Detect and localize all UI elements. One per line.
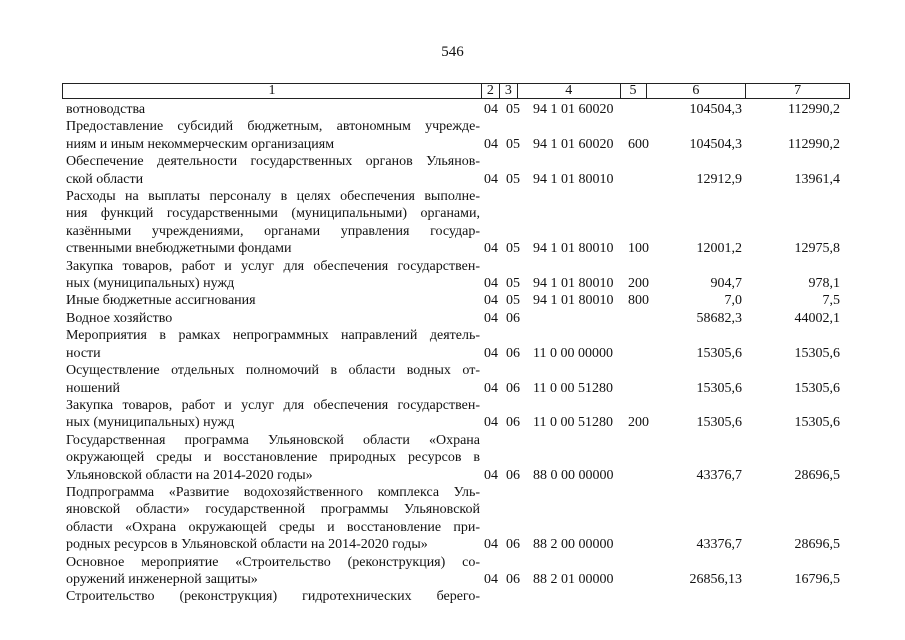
row-name-line: Расходы на выплаты персоналу в целях обеспечения выполне- bbox=[66, 189, 480, 205]
row-subsection: 05 bbox=[506, 276, 520, 292]
row-amount-col7: 28696,5 bbox=[794, 467, 840, 483]
row-subsection: 05 bbox=[506, 136, 520, 152]
row-name-line: Ульяновской области на 2014-2020 годы» bbox=[66, 467, 313, 483]
row-target-article: 88 2 00 00000 bbox=[533, 537, 614, 553]
header-col-1: 1 bbox=[63, 84, 482, 98]
row-name-line: окружающей среды и восстановление природных ресурсов в bbox=[66, 450, 480, 466]
table-header bbox=[62, 83, 850, 99]
row-target-article: 94 1 01 80010 bbox=[533, 241, 614, 257]
row-name-line: ственными внебюджетными фондами bbox=[66, 241, 292, 257]
row-name-line: Водное хозяйство bbox=[66, 310, 173, 326]
row-target-article: 11 0 00 51280 bbox=[533, 380, 613, 396]
row-section: 04 bbox=[484, 276, 498, 292]
row-name bbox=[66, 258, 480, 293]
row-amount-col7: 15305,6 bbox=[794, 345, 840, 361]
row-target-article: 88 2 01 00000 bbox=[533, 571, 614, 587]
row-target-article: 94 1 01 60020 bbox=[533, 136, 614, 152]
row-name bbox=[66, 432, 480, 484]
row-amount-col6: 15305,6 bbox=[696, 380, 742, 396]
table-row bbox=[66, 258, 850, 293]
row-section: 04 bbox=[484, 537, 498, 553]
row-amount-col7: 44002,1 bbox=[794, 310, 840, 326]
row-section: 04 bbox=[484, 102, 498, 117]
row-amount-col7: 7,5 bbox=[822, 293, 840, 309]
row-name bbox=[66, 327, 480, 362]
row-amount-col6: 43376,7 bbox=[696, 467, 742, 483]
row-subsection: 05 bbox=[506, 293, 520, 309]
row-amount-col7: 15305,6 bbox=[794, 415, 840, 431]
row-subsection: 05 bbox=[506, 241, 520, 257]
row-section: 04 bbox=[484, 345, 498, 361]
row-name bbox=[66, 484, 480, 554]
row-amount-col6: 12001,2 bbox=[696, 241, 742, 257]
row-amount-col7: 15305,6 bbox=[794, 380, 840, 396]
row-expense-type: 100 bbox=[628, 241, 649, 257]
page-number: 546 bbox=[441, 44, 464, 60]
row-section: 04 bbox=[484, 136, 498, 152]
row-section: 04 bbox=[484, 571, 498, 587]
row-name-line: ных (муниципальных) нужд bbox=[66, 276, 235, 292]
row-subsection: 05 bbox=[506, 171, 520, 187]
row-name-line: родных ресурсов в Ульяновской области на 2014-2020 годы» bbox=[66, 537, 428, 553]
header-col-4: 4 bbox=[518, 84, 621, 98]
row-name bbox=[66, 397, 480, 432]
row-subsection: 06 bbox=[506, 571, 520, 587]
row-amount-col7: 112990,2 bbox=[788, 102, 840, 117]
table-row bbox=[66, 588, 850, 605]
row-subsection: 06 bbox=[506, 380, 520, 396]
table-row bbox=[66, 292, 850, 309]
row-amount-col7: 112990,2 bbox=[788, 136, 840, 152]
header-col-5: 5 bbox=[621, 84, 647, 98]
row-name bbox=[66, 362, 480, 397]
table-row bbox=[66, 327, 850, 362]
row-target-article: 11 0 00 00000 bbox=[533, 345, 613, 361]
row-section: 04 bbox=[484, 310, 498, 326]
row-amount-col7: 12975,8 bbox=[794, 241, 840, 257]
row-name-line: области «Охрана окружающей среды и восстановление при- bbox=[66, 519, 480, 535]
row-expense-type: 200 bbox=[628, 276, 649, 292]
row-target-article: 94 1 01 80010 bbox=[533, 293, 614, 309]
row-amount-col7: 28696,5 bbox=[794, 537, 840, 553]
row-target-article: 94 1 01 80010 bbox=[533, 171, 614, 187]
row-subsection: 06 bbox=[506, 537, 520, 553]
row-name-line: Государственная программа Ульяновской области «Охрана bbox=[66, 432, 480, 448]
row-expense-type: 200 bbox=[628, 415, 649, 431]
row-target-article: 94 1 01 80010 bbox=[533, 276, 614, 292]
table-row bbox=[66, 153, 850, 188]
row-name bbox=[66, 310, 480, 327]
row-name bbox=[66, 292, 480, 309]
row-amount-col6: 15305,6 bbox=[696, 345, 742, 361]
table-row bbox=[66, 554, 850, 589]
row-name bbox=[66, 118, 480, 153]
row-subsection: 06 bbox=[506, 345, 520, 361]
row-name-line: Осуществление отдельных полномочий в области водных от- bbox=[66, 363, 480, 379]
row-name bbox=[66, 101, 480, 118]
row-amount-col6: 15305,6 bbox=[696, 415, 742, 431]
row-section: 04 bbox=[484, 415, 498, 431]
row-name bbox=[66, 588, 480, 605]
row-name-line: Основное мероприятие «Строительство (реконструкция) со- bbox=[66, 554, 480, 570]
row-name-line: Обеспечение деятельности государственных органов Ульянов- bbox=[66, 154, 480, 170]
row-name-line: ных (муниципальных) нужд bbox=[66, 415, 235, 431]
row-section: 04 bbox=[484, 241, 498, 257]
row-subsection: 05 bbox=[506, 102, 520, 117]
table-row bbox=[66, 310, 850, 327]
row-name-line: Закупка товаров, работ и услуг для обеспечения государствен- bbox=[66, 258, 480, 274]
table-row bbox=[66, 397, 850, 432]
row-name-line: Иные бюджетные ассигнования bbox=[66, 293, 256, 309]
row-name-line: Предоставление субсидий бюджетным, автономным учрежде- bbox=[66, 119, 480, 135]
row-name-line: казёнными учреждениями, органами управления государ- bbox=[66, 223, 480, 239]
row-target-article: 11 0 00 51280 bbox=[533, 415, 613, 431]
row-name-line: Закупка товаров, работ и услуг для обеспечения государствен- bbox=[66, 397, 480, 413]
row-section: 04 bbox=[484, 293, 498, 309]
header-col-2: 2 bbox=[482, 84, 500, 98]
table-row bbox=[66, 432, 850, 484]
row-name-line: яновской области» государственной программы Ульяновской bbox=[66, 502, 480, 518]
row-name-line: ниям и иным некоммерческим организациям bbox=[66, 136, 335, 152]
row-subsection: 06 bbox=[506, 467, 520, 483]
row-name bbox=[66, 554, 480, 589]
table-row bbox=[66, 484, 850, 554]
header-col-6: 6 bbox=[647, 84, 747, 98]
row-name-line: Мероприятия в рамках непрограммных направлений деятель- bbox=[66, 328, 480, 344]
row-name-line: Строительство (реконструкция) гидротехнических берего- bbox=[66, 589, 480, 605]
row-section: 04 bbox=[484, 467, 498, 483]
row-expense-type: 600 bbox=[628, 136, 649, 152]
row-amount-col7: 16796,5 bbox=[794, 571, 840, 587]
header-col-3: 3 bbox=[500, 84, 518, 98]
row-amount-col6: 26856,13 bbox=[689, 571, 742, 587]
row-subsection: 06 bbox=[506, 415, 520, 431]
row-target-article: 94 1 01 60020 bbox=[533, 102, 614, 117]
row-amount-col6: 58682,3 bbox=[696, 310, 742, 326]
row-amount-col6: 104504,3 bbox=[689, 136, 742, 152]
row-target-article: 88 0 00 00000 bbox=[533, 467, 614, 483]
row-name-line: ской области bbox=[66, 171, 144, 187]
row-name-line: Подпрограмма «Развитие водохозяйственного комплекса Уль- bbox=[66, 484, 480, 500]
row-name bbox=[66, 188, 480, 258]
table-row bbox=[66, 188, 850, 258]
row-amount-col6: 904,7 bbox=[710, 276, 742, 292]
row-amount-col6: 104504,3 bbox=[689, 102, 742, 117]
row-amount-col6: 7,0 bbox=[724, 293, 742, 309]
row-name-line: ношений bbox=[66, 380, 120, 396]
row-name bbox=[66, 153, 480, 188]
header-col-7: 7 bbox=[794, 83, 802, 98]
row-name-line: ности bbox=[66, 345, 101, 361]
budget-table-body bbox=[66, 101, 850, 606]
table-row bbox=[66, 101, 850, 118]
row-section: 04 bbox=[484, 380, 498, 396]
row-subsection: 06 bbox=[506, 310, 520, 326]
row-amount-col6: 12912,9 bbox=[696, 171, 742, 187]
row-amount-col7: 978,1 bbox=[808, 276, 840, 292]
row-expense-type: 800 bbox=[628, 293, 649, 309]
row-section: 04 bbox=[484, 171, 498, 187]
table-row bbox=[66, 118, 850, 153]
table-row bbox=[66, 362, 850, 397]
row-amount-col6: 43376,7 bbox=[696, 537, 742, 553]
row-name-line: оружений инженерной защиты» bbox=[66, 571, 258, 587]
row-amount-col7: 13961,4 bbox=[794, 171, 840, 187]
row-name-line: ния функций государственными (муниципальными) органами, bbox=[66, 206, 480, 222]
row-name-line: вотноводства bbox=[66, 102, 146, 117]
